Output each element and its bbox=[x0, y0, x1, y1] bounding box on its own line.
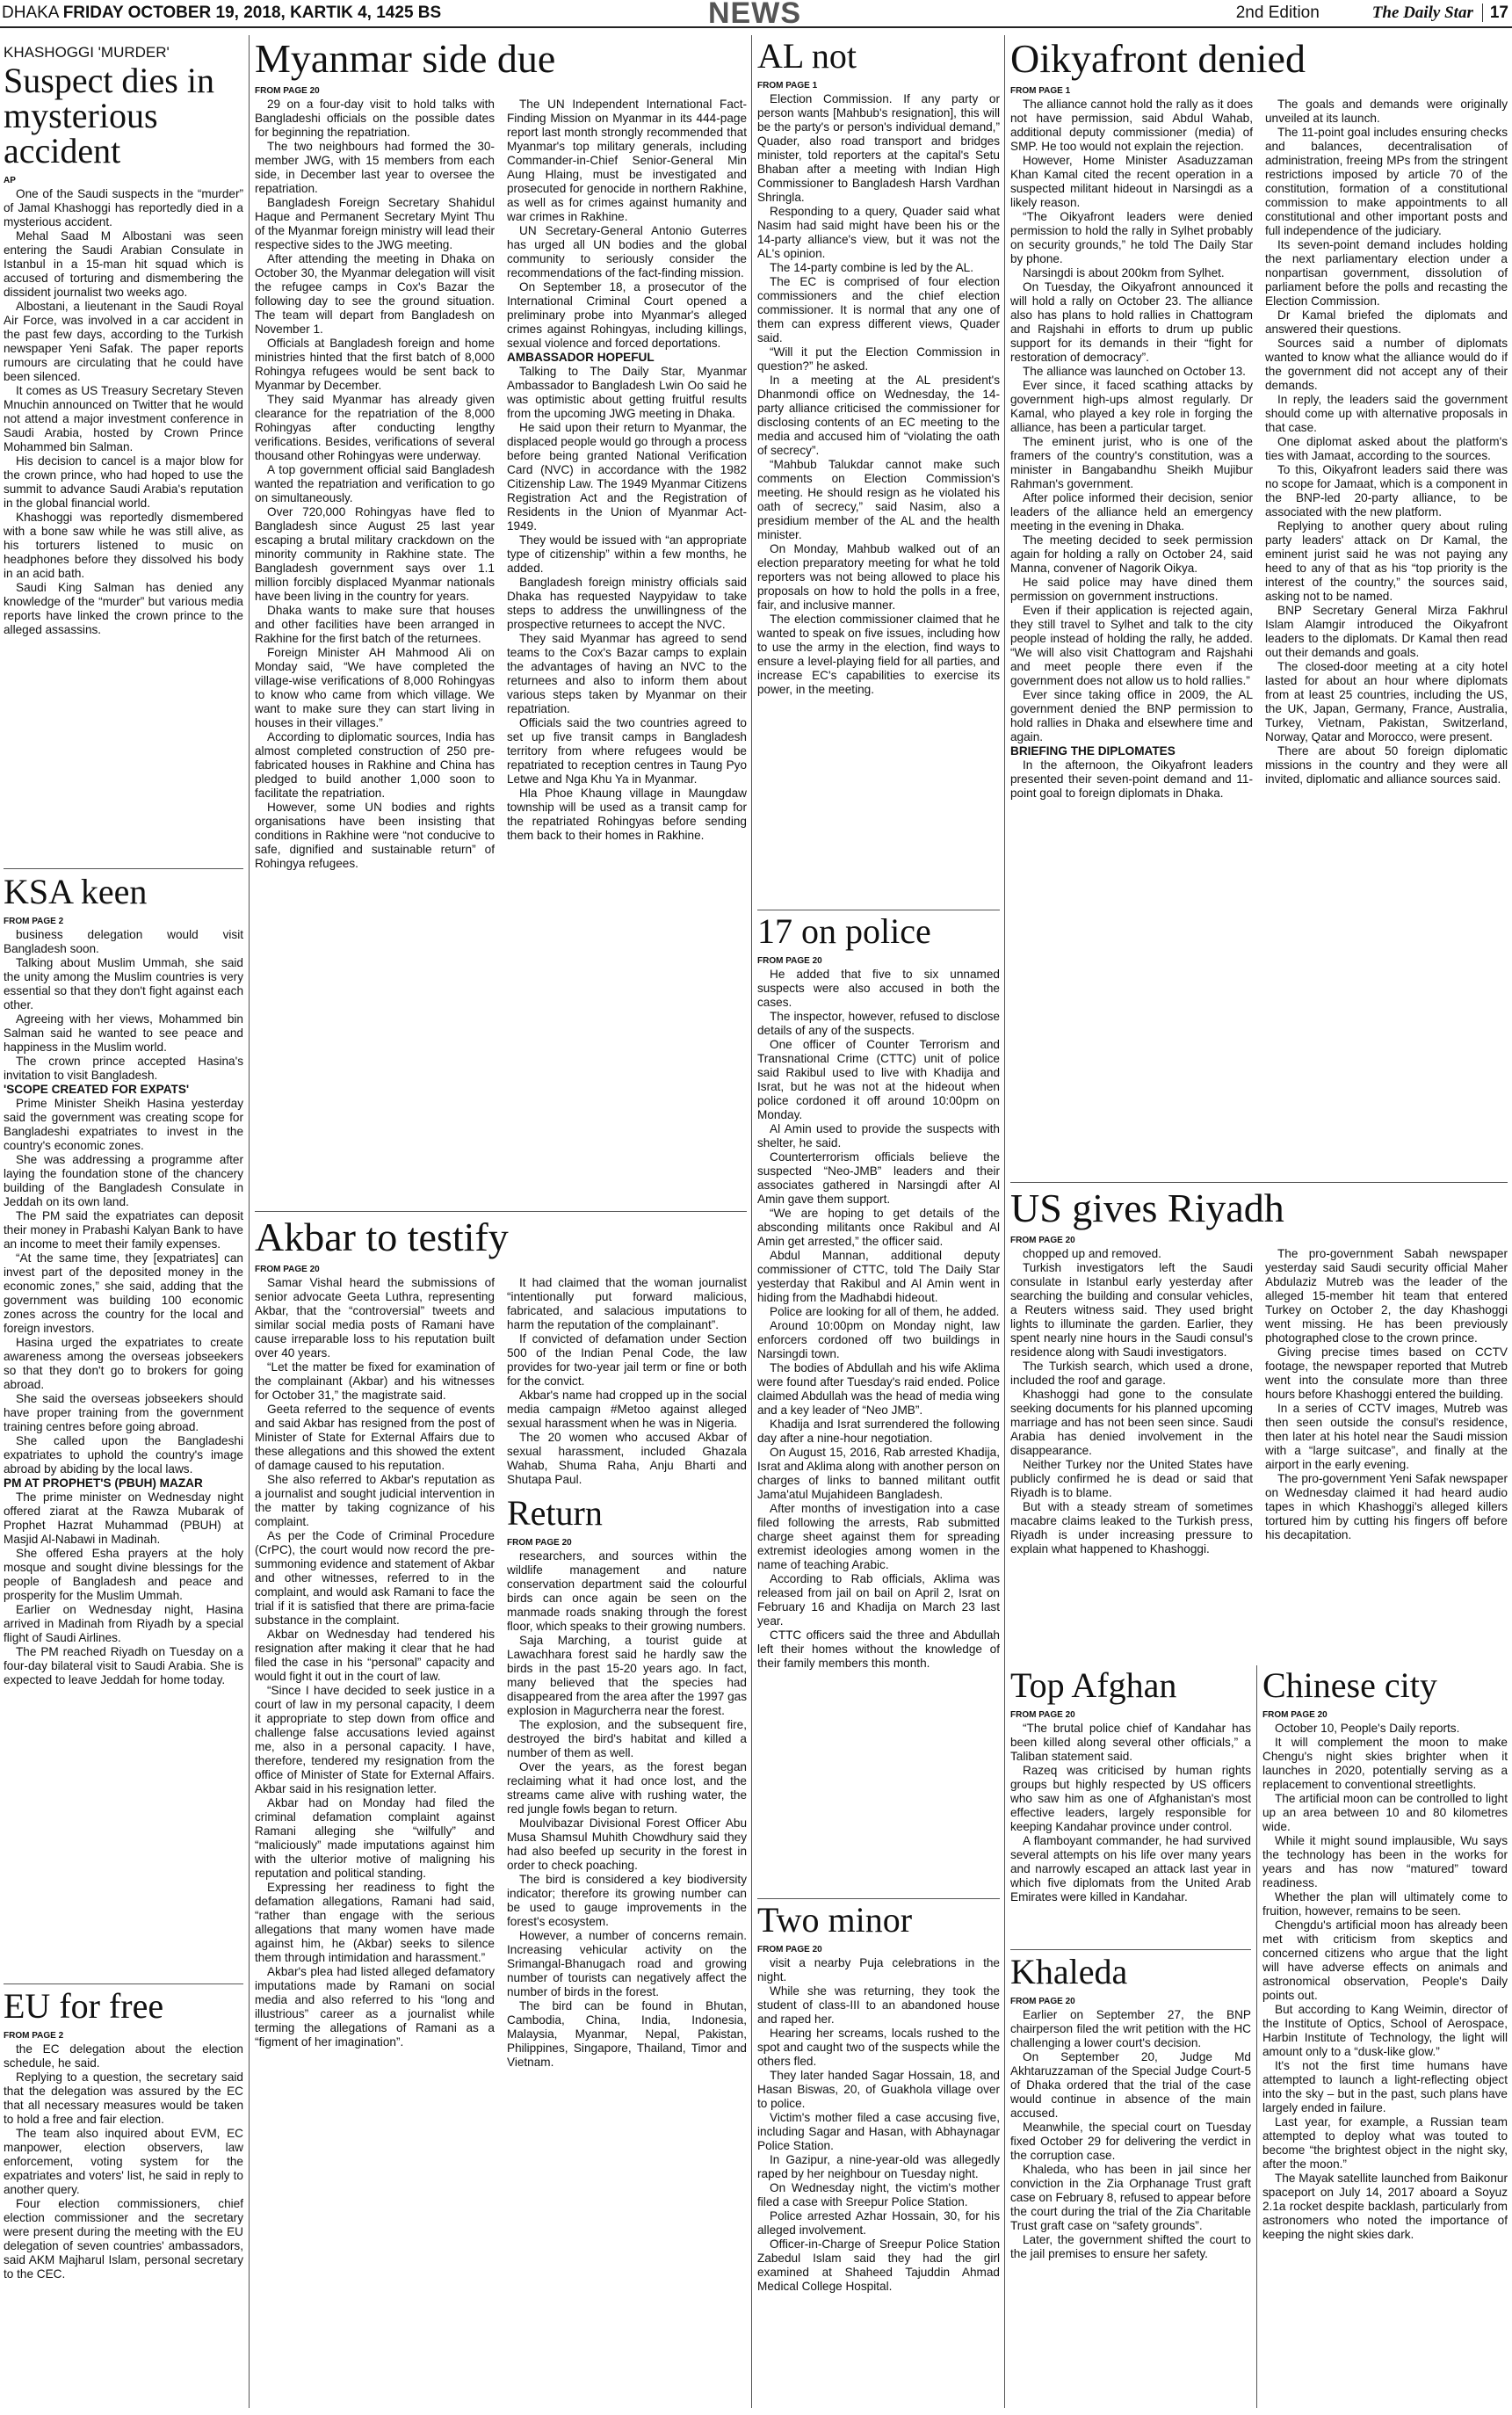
article-paragraph: Bangladesh foreign ministry officials said Dhaka has requested Naypyidaw to take steps to address the unwillingness of the prospective returnees to accept the NVC. bbox=[507, 576, 747, 631]
article-paragraph: business delegation would visit Bangladesh soon. bbox=[4, 928, 243, 955]
akbar-return-columns bbox=[255, 1276, 747, 2070]
article-paragraph: Saudi King Salman has denied any knowledge of the “murder” but various media reports have linked the crown prince to the alleged assassins. bbox=[4, 581, 243, 636]
article-paragraph: The crown prince accepted Hasina's invitation to visit Bangladesh. bbox=[4, 1055, 243, 1082]
article-source: AP bbox=[4, 176, 16, 185]
article-headline: Suspect dies in mysterious accident bbox=[4, 61, 214, 170]
article-paragraph: Earlier on Wednesday night, Hasina arrived in Madinah from Riyadh by a special flight of Saudi Airlines. bbox=[4, 1603, 243, 1644]
article-paragraph: Victim's mother filed a case accusing five, including Sagar and Hasan, with Abhaynagar Police Station. bbox=[757, 2111, 1000, 2152]
article-paragraph: Earlier on September 27, the BNP chairperson filed the writ petition with the HC challenging a lower court's decision. bbox=[1010, 2008, 1251, 2049]
article-paragraph: “We are hoping to get details of the absconding militants once Rakibul and Al Amin get arrested,” the officer said. bbox=[757, 1207, 1000, 1248]
article-paragraph: Hearing her screams, locals rushed to the spot and caught two of the suspects while the others fled. bbox=[757, 2027, 1000, 2068]
article-paragraph: In a series of CCTV images, Mutreb was then seen outside the consul's residence, then later at his hotel near the Saudi mission with a “large suitcase”, and finally at the airport in the early evening. bbox=[1265, 1402, 1508, 1471]
article-paragraph: Later, the government shifted the court to the jail premises to ensure her safety. bbox=[1010, 2233, 1251, 2260]
article-paragraph: It comes as US Treasury Secretary Steven Mnuchin announced on Twitter that he would not attend a major investment conference in Saudi Arabia, hosted by Crown Prince Mohammed bin Salman. bbox=[4, 384, 243, 453]
article-paragraph: The UN Independent International Fact-Finding Mission on Myanmar in its 444-page report last month strongly recommended that Myanmar's top military generals, including Commander-in-Chief Senior-General Min Aung Hlaing, must be investigated and prosecuted for genocide in northern Rakhine, as well as for crimes against humanity and war crimes in Rakhine. bbox=[507, 98, 747, 223]
article-paragraph: Giving precise times based on CCTV footage, the newspaper reported that Mutreb went into the consulate more than three hours before Khashoggi entered the building. bbox=[1265, 1345, 1508, 1401]
article-paragraph: Officials said the two countries agreed to set up five transit camps in Bangladesh territory from where refugees would be repatriated to reception centres in Taung Pyo Letwe and Nga Khu Ya in Myanmar. bbox=[507, 716, 747, 786]
article-source: FROM PAGE 20 bbox=[1010, 1997, 1075, 2006]
article-paragraph: Sources said a number of diplomats wanted to know what the alliance would do if the government did not accept any of their demands. bbox=[1265, 337, 1508, 392]
edition-label: 2nd Edition bbox=[1235, 4, 1320, 22]
article-paragraph: “The brutal police chief of Kandahar has been killed along several other officials,” a Taliban statement said. bbox=[1010, 1722, 1251, 1763]
article-paragraph: However, some UN bodies and rights organisations have been insisting that conditions in Rakhine were “not conducive to safe, dignified and sustainable return” of Rohingya refugees. bbox=[255, 801, 495, 870]
article-paragraph: They would be issued with “an appropriate type of citizenship” within a few months, he added. bbox=[507, 533, 747, 575]
article-paragraph: The PM reached Riyadh on Tuesday on a four-day bilateral visit to Saudi Arabia. She is expected to leave Jeddah for home today. bbox=[4, 1645, 243, 1686]
article-khaleda bbox=[1010, 1954, 1251, 2411]
article-body bbox=[757, 92, 1000, 697]
article-paragraph: Meanwhile, the special court on Tuesday fixed October 29 for delivering the verdict in the corruption case. bbox=[1010, 2121, 1251, 2162]
article-paragraph: Narsingdi is about 200km from Sylhet. bbox=[1023, 266, 1225, 279]
article-body bbox=[1262, 1722, 1508, 2242]
article-body bbox=[255, 98, 747, 871]
article-paragraph: The Mayak satellite launched from Baikonur spaceport on July 14, 2017 aboard a Soyuz 2.1a rocket despite backlash, particularly from astronomers who noted the importance of keeping the night skies dark. bbox=[1262, 2172, 1508, 2241]
article-subhead: BRIEFING THE DIPLOMATES bbox=[1010, 744, 1176, 758]
article-paragraph: researchers, and sources within the wildlife management and nature conservation department said the colourful birds can once again be seen on the manmade roads snaking through the forest floor, which speaks to their growing numbers. bbox=[507, 1549, 747, 1633]
article-paragraph: UN Secretary-General Antonio Guterres has urged all UN bodies and the global community to seriously consider the recommendations of the fact-finding mission. bbox=[507, 224, 747, 279]
article-two-minor bbox=[757, 1903, 1000, 2411]
article-paragraph: “Will it put the Election Commission in question?” he asked. bbox=[757, 345, 1000, 373]
article-source: FROM PAGE 2 bbox=[4, 917, 64, 926]
section-rule bbox=[1010, 1182, 1508, 1183]
article-paragraph: The election commissioner claimed that he wanted to speak on five issues, including how to use the army in the election, find ways to ensure a level-playing field for all parties, and increase EC's capabilities to exercise its power, in the meeting. bbox=[757, 613, 1000, 696]
dateline bbox=[2, 4, 441, 23]
article-source: FROM PAGE 20 bbox=[507, 1538, 572, 1548]
article-paragraph: But with a steady stream of sometimes macabre claims leaked to the Turkish press, Riyadh is under increasing pressure to explain what happened to Khashoggi. bbox=[1010, 1500, 1253, 1556]
article-ksa-keen bbox=[4, 874, 243, 1980]
article-paragraph: October 10, People's Daily reports. bbox=[1275, 1722, 1460, 1735]
article-paragraph: Expressing her readiness to fight the defamation allegations, Ramani had said, “rather than engage with the serious allegations that many women have made against him, he (Akbar) seeks to silence them through intimidation and harassment.” bbox=[255, 1881, 495, 1964]
article-headline: Return bbox=[507, 1493, 603, 1533]
article-body bbox=[1010, 98, 1508, 801]
article-paragraph: Khashoggi was reportedly dismembered with a bone saw while he was still alive, as his torturers listened to music on headphones before they dissolved his body in an acid bath. bbox=[4, 511, 243, 580]
article-paragraph: While it might sound implausible, Wu says the technology has been in the works for years and has now “matured” toward readiness. bbox=[1262, 1834, 1508, 1889]
article-paragraph: Razeq was criticised by human rights groups but highly respected by US officers who saw him as one of Afghanistan's most effective leaders, largely responsible for keeping Kandahar province under control. bbox=[1010, 1764, 1251, 1833]
article-paragraph: The closed-door meeting at a city hotel lasted for about an hour where diplomats from at least 25 countries, including the US, the UK, Japan, Germany, France, Australia, Turkey, Vietnam, Pakistan, Switzerland, Norway, Qatar and Morocco, were present. bbox=[1265, 660, 1508, 743]
article-paragraph: As per the Code of Criminal Procedure (CrPC), the court would now record the pre-summoning evidence and statement of Akbar and other witnesses, referred to in the complaint, and would ask Ramani to face the trial if it is satisfied that there are prima-facie substance in the complaint. bbox=[255, 1529, 495, 1627]
article-paragraph: Officials at Bangladesh foreign and home ministries hinted that the first batch of 8,000 Rohingya refugees would be sent back to Myanmar by December. bbox=[255, 337, 495, 392]
article-body bbox=[507, 1549, 747, 2070]
article-paragraph: The PM said the expatriates can deposit their money in Prabashi Kalyan Bank to have an income to meet their family expenses. bbox=[4, 1209, 243, 1251]
article-body bbox=[4, 928, 243, 1687]
article-body bbox=[1010, 2008, 1251, 2261]
column-rule bbox=[1004, 35, 1005, 2408]
article-paragraph: Moulvibazar Divisional Forest Officer Abu Musa Shamsul Muhith Chowdhury said they had also beefed up security in the forest in order to check poaching. bbox=[507, 1817, 747, 1872]
column-rule bbox=[751, 35, 752, 2408]
article-headline: Akbar to testify bbox=[255, 1217, 509, 1259]
article-paragraph: On Tuesday, the Oikyafront announced it will hold a rally on October 23. The alliance also has plans to hold rallies in Chattogram and Rajshahi in efforts to drum up public support for its demands in their “fight for restoration of democracy”. bbox=[1010, 280, 1253, 364]
article-paragraph: Counterterrorism officials believe the suspected “Neo-JMB” leaders and their associates gathered in Narsingdi after Al Amin gave them support. bbox=[757, 1150, 1000, 1206]
article-source: FROM PAGE 20 bbox=[757, 1945, 822, 1954]
article-paragraph: The bird is considered a key biodiversity indicator; therefore its growing number can be used to gauge improvements in the forest's ecosystem. bbox=[507, 1873, 747, 1928]
article-paragraph: Officer-in-Charge of Sreepur Police Station Zabedul Islam said they had the girl examined at Shaheed Tajuddin Ahmad Medical College Hospital. bbox=[757, 2237, 1000, 2293]
article-source: FROM PAGE 20 bbox=[1010, 1236, 1075, 1245]
article-paragraph: A flamboyant commander, he had survived several attempts on his life over many years and narrowly escaped an attack last year in which five diplomats from the United Arab Emirates were killed in Kandahar. bbox=[1010, 1834, 1251, 1904]
column-rule bbox=[249, 35, 250, 2408]
section-rule bbox=[255, 1211, 747, 1212]
section-rule bbox=[4, 868, 243, 869]
article-paragraph: While she was returning, they took the student of class-III to an abandoned house and raped her. bbox=[757, 1984, 1000, 2026]
article-headline: Chinese city bbox=[1262, 1668, 1437, 1705]
article-paragraph: Neither Turkey nor the United States have publicly confirmed he is dead or said that Riyadh is to blame. bbox=[1010, 1458, 1253, 1499]
article-paragraph: Samar Vishal heard the submissions of senior advocate Geeta Luthra, representing Akbar, that the “controversial” tweets and similar social media posts of Ramani have cause irreparable loss to his reputation built over 40 years. bbox=[255, 1276, 495, 1360]
article-paragraph: In a meeting at the AL president's Dhanmondi office on Wednesday, the 14-party alliance criticised the commissioner for disclosing contents of an EC meeting to the media and accused him of “violating the oath of secrecy”. bbox=[757, 373, 1000, 457]
article-paragraph: Talking about Muslim Ummah, she said the unity among the Muslim countries is very essential so that they don't fight against each other. bbox=[4, 956, 243, 1012]
article-paragraph: She was addressing a programme after laying the foundation stone of the chancery building of the Bangladesh Consulate in Jeddah on its own land. bbox=[4, 1153, 243, 1208]
article-oikyafront-denied bbox=[1010, 39, 1508, 1178]
article-paragraph: But according to Kang Weimin, director of the Institute of Optics, School of Aerospace, Harbin Institute of Technology, the light will amount only to a “dusk-like glow.” bbox=[1262, 2003, 1508, 2058]
article-paragraph: On September 18, a prosecutor of the International Criminal Court opened a preliminary probe into Myanmar's alleged crimes against Rohingyas, including killings, sexual violence and forced deportations. bbox=[507, 280, 747, 350]
article-paragraph: The bird can be found in Bhutan, Cambodia, China, India, Indonesia, Malaysia, Myanmar, Nepal, Pakistan, Philippines, Singapore, Thailand, Timor and Vietnam. bbox=[507, 1999, 747, 2069]
article-paragraph: It had claimed that the woman journalist “intentionally put forward malicious, fabricated, and salacious imputations to harm the reputation of the complainant”. bbox=[507, 1276, 747, 1331]
article-paragraph: A top government official said Bangladesh wanted the repatriation and verification to go on simultaneously. bbox=[255, 463, 495, 504]
article-paragraph: Akbar on Wednesday had tendered his resignation after making it clear that he had filed the case in his “personal” capacity and would fight it out in the court of law. bbox=[255, 1628, 495, 1683]
article-paragraph: The team also inquired about EVM, EC manpower, election observers, law enforcement, voting system for the expatriates and voters' list, he said in reply to another query. bbox=[4, 2127, 243, 2196]
article-paragraph: The eminent jurist, who is one of the framers of the country's constitution, was a minister in Bangabandhu Sheikh Mujibur Rahman's government. bbox=[1010, 435, 1253, 490]
article-body bbox=[4, 2042, 243, 2281]
article-source: FROM PAGE 20 bbox=[757, 956, 822, 966]
article-paragraph: However, a number of concerns remain. Increasing vehicular activity on the Srimangal-Bhanugach road and growing number of tourists can negatively affect the number of birds in the forest. bbox=[507, 1929, 747, 1998]
article-paragraph: The 11-point goal includes ensuring checks and balances, decentralisation of administration, freeing MPs from the stringent restrictions imposed by article 70 of the constitution, formation of a constitutional commission to make appointments to all constitutional and other important posts and full independence of the judiciary. bbox=[1265, 126, 1508, 237]
article-paragraph: The goals and demands were originally unveiled at its launch. bbox=[1265, 98, 1508, 125]
article-paragraph: She offered Esha prayers at the holy mosque and sought divine blessings for the people of Bangladesh and peace and prosperity for the Muslim Ummah. bbox=[4, 1547, 243, 1602]
article-source: FROM PAGE 2 bbox=[4, 2031, 64, 2041]
article-paragraph: Over the years, as the forest began reclaiming what it had once lost, and the streams came alive with rushing water, the red jungle fowls began to return. bbox=[507, 1760, 747, 1816]
article-paragraph: Ever since taking office in 2009, the AL government denied the BNP permission to hold rallies in Dhaka and elsewhere time and again. bbox=[1010, 688, 1253, 743]
article-paragraph: It's not the first time humans have attempted to launch a light-reflecting object into the sky – but in the past, such plans have largely ended in failure. bbox=[1262, 2059, 1508, 2114]
article-body bbox=[1010, 1247, 1508, 1556]
article-paragraph: She said the overseas jobseekers should have proper training from the government training centres before going abroad. bbox=[4, 1392, 243, 1433]
article-paragraph: To this, Oikyafront leaders said there was no scope for Jamaat, which is a component in the BNP-led 20-party alliance, to be associated with the new platform. bbox=[1265, 463, 1508, 519]
article-subhead: PM AT PROPHET'S (PBUH) MAZAR bbox=[4, 1476, 203, 1490]
article-paragraph: Ever since, it faced scathing attacks by government high-ups almost regularly. Dr Kamal, who played a key role in forging the alliance, has been a particular target. bbox=[1010, 379, 1253, 434]
article-paragraph: The bodies of Abdullah and his wife Aklima were found after Tuesday's raid ended. Police claimed Abdullah was the head of media wing and a key leader of “Neo JMB”. bbox=[757, 1361, 1000, 1417]
article-paragraph: “At the same time, they [expatriates] can invest part of the deposited money in the economic zones,” she said, adding that the government was building 100 economic zones across the country for the local and foreign investors. bbox=[4, 1251, 243, 1335]
article-paragraph: The pro-government Yeni Safak newspaper on Wednesday claimed it had heard audio tapes in which Khashoggi's alleged killers tortured him by cutting his fingers off before his decapitation. bbox=[1265, 1472, 1508, 1541]
article-body bbox=[4, 187, 243, 637]
paper-logo: The Daily Star bbox=[1371, 4, 1473, 22]
article-paragraph: According to diplomatic sources, India has almost completed construction of 250 pre-fabricated houses in Rakhine and China has pledged to build another 1,000 soon to facilitate the repatriation. bbox=[255, 730, 495, 800]
article-paragraph: Mehal Saad M Albostani was seen entering the Saudi Arabian Consulate in Istanbul in a 15-man hit squad which is accused of torturing and dismembering the dissident journalist two weeks ago. bbox=[4, 229, 243, 299]
section-rule bbox=[757, 1898, 1000, 1899]
article-paragraph: He added that five to six unnamed suspects were also accused in both the cases. bbox=[757, 968, 1000, 1009]
article-paragraph: His decision to cancel is a major blow for the crown prince, who had hoped to use the summit to advance Saudi Arabia's reputation in the global financial world. bbox=[4, 454, 243, 510]
article-paragraph: The alliance cannot hold the rally as it does not have permission, said Abdul Wahab, additional deputy commissioner (media) of SMP. He too would not explain the rejection. bbox=[1010, 98, 1253, 153]
article-paragraph: Albostani, a lieutenant in the Saudi Royal Air Force, was involved in a car accident in the past few days, according to the Turkish newspaper Yeni Safak. The paper reports rumours are circulating that he could have been silenced. bbox=[4, 300, 243, 383]
article-myanmar-side-due bbox=[255, 39, 747, 1208]
article-paragraph: Around 10:00pm on Monday night, law enforcers cordoned off two buildings in Narsingdi town. bbox=[757, 1319, 1000, 1360]
article-paragraph: The pro-government Sabah newspaper yesterday said Saudi security official Maher Abdulaziz Mutreb was the leader of the alleged 15-member hit team that entered Turkey on October 2, the day Khashoggi went missing. He has been previously photographed close to the crown prince. bbox=[1265, 1247, 1508, 1345]
article-paragraph: visit a nearby Puja celebrations in the night. bbox=[757, 1956, 1000, 1983]
article-al-not bbox=[757, 39, 1000, 907]
article-paragraph: Even if their application is rejected again, they still travel to Sylhet and talk to the city people instead of holding the rally, he added. “We will also visit Chattogram and Rajshahi and meet people there even if the government does not allow us to hold rallies.” bbox=[1010, 604, 1253, 687]
article-paragraph: Khashoggi had gone to the consulate seeking documents for his planned upcoming marriage and has not been seen since. Saudi Arabia has denied involvement in the disappearance. bbox=[1010, 1388, 1253, 1457]
article-headline: AL not bbox=[757, 39, 857, 76]
article-paragraph: “Since I have decided to seek justice in a court of law in my personal capacity, I deem it appropriate to step down from office and challenge false accusations levied against me, also in a personal capacity. I have, therefore, tendered my resignation from the office of Minister of State for External Affairs. Akbar said in his resignation letter. bbox=[255, 1684, 495, 1795]
article-headline: Myanmar side due bbox=[255, 39, 556, 81]
article-paragraph: Hasina urged the expatriates to create awareness among the overseas jobseekers so that they don't go to brokers for going abroad. bbox=[4, 1336, 243, 1391]
article-paragraph: the EC delegation about the election schedule, he said. bbox=[4, 2042, 243, 2070]
article-paragraph: There are about 50 foreign diplomatic missions in the country and they were all invited, diplomatic and alliance sources said. bbox=[1265, 744, 1508, 786]
article-paragraph: 29 on a four-day visit to hold talks with Bangladeshi officials on the possible dates for beginning the repatriation. bbox=[255, 98, 495, 139]
article-paragraph: The EC is comprised of four election commissioners and the chief election commissioner. It is normal that any one of them can express different views, Quader said. bbox=[757, 275, 1000, 344]
article-source: FROM PAGE 1 bbox=[1010, 86, 1071, 96]
article-paragraph: Talking to The Daily Star, Myanmar Ambassador to Bangladesh Lwin Oo said he was optimistic about getting fruitful results from the upcoming JWG meeting in Dhaka. bbox=[507, 365, 747, 420]
article-paragraph: Khadija and Israt surrendered the following day after a nine-hour negotiation. bbox=[757, 1418, 1000, 1445]
article-paragraph: After attending the meeting in Dhaka on October 30, the Myanmar delegation will visit the refugee camps in Cox's Bazar the following day to see the ground situation. The team will depart from Bangladesh on November 1. bbox=[255, 252, 495, 336]
article-body bbox=[757, 968, 1000, 1671]
article-paragraph: She also referred to Akbar's reputation as a journalist and sought judicial intervention in the matter by taking cognizance of his complaint. bbox=[255, 1473, 495, 1528]
header-right bbox=[1236, 4, 1508, 23]
article-paragraph: “Let the matter be fixed for examination of the complainant (Akbar) and his witnesses for October 31,” the magistrate said. bbox=[255, 1360, 495, 1402]
article-paragraph: Foreign Minister AH Mahmood Ali on Monday said, “We have completed the village-wise verifications of 8,000 Rohingyas to know who came from which village. We want to make sure they can start living in houses in their villages.” bbox=[255, 646, 495, 729]
article-paragraph: On August 15, 2016, Rab arrested Khadija, Israt and Aklima along with another person on charges of links to banned militant outfit Jama'atul Mujahideen Bangladesh. bbox=[757, 1446, 1000, 1501]
article-chinese-city bbox=[1262, 1668, 1508, 2411]
article-paragraph: The 20 women who accused Akbar of sexual harassment, included Ghazala Wahab, Shuma Raha, Anju Bharti and Shutapa Paul. bbox=[507, 1431, 747, 1486]
article-paragraph: After police informed their decision, senior leaders of the alliance held an emergency meeting in the evening in Dhaka. bbox=[1010, 491, 1253, 533]
article-paragraph: chopped up and removed. bbox=[1023, 1247, 1161, 1260]
article-headline: Top Afghan bbox=[1010, 1668, 1177, 1705]
article-paragraph: Responding to a query, Quader said what Nasim had said might have been his or the 14-party alliance's view, but it was not the AL's opinion. bbox=[757, 205, 1000, 260]
article-paragraph: Replying to another query about ruling party leaders' attack on Dr Kamal, the eminent jurist said he was not paying any heed to any of that as his “top priority is the interest of the country,” the sources said, asking not to be named. bbox=[1265, 519, 1508, 603]
article-paragraph: Prime Minister Sheikh Hasina yesterday said the government was creating scope for Bangladeshi expatriates to invest in the country's economic zones. bbox=[4, 1097, 243, 1152]
article-paragraph: The meeting decided to seek permission again for holding a rally on October 24, said Manna, convener of Nagorik Oikya. bbox=[1010, 533, 1253, 575]
article-paragraph: Whether the plan will ultimately come to fruition, however, remains to be seen. bbox=[1262, 1890, 1508, 1918]
article-paragraph: Election Commission. If any party or person wants [Mahbub's resignation], this will be the party's or person's individual demand,” Quader, also road transport and bridges minister, told reporters at the capital's Setu Bhaban after a meeting with Indian High Commissioner to Bangladesh Harsh Vardhan Shringla. bbox=[757, 92, 1000, 204]
article-headline: EU for free bbox=[4, 1989, 164, 2026]
dateline-date: FRIDAY OCTOBER 19, 2018, KARTIK 4, 1425 BS bbox=[62, 4, 442, 22]
article-paragraph: The prime minister on Wednesday night offered ziarat at the Rawza Mubarak of Prophet Hazrat Muhammad (PBUH) at Masjid Al-Nabawi in Madinah. bbox=[4, 1490, 243, 1546]
article-headline: 17 on police bbox=[757, 914, 931, 951]
article-17-on-police bbox=[757, 914, 1000, 1895]
article-paragraph: According to Rab officials, Aklima was released from jail on bail on April 2, Israt on February 16 and Khadija on March 23 last year. bbox=[757, 1572, 1000, 1628]
article-paragraph: “The Oikyafront leaders were denied permission to hold the rally in Sylhet probably on security grounds,” he told The Daily Star by phone. bbox=[1010, 210, 1253, 265]
article-paragraph: Khaleda, who has been in jail since her conviction in the Zia Orphanage Trust graft case on February 8, refused to appear before the court during the trial of the Zia Charitable Trust graft case on “safety grounds”. bbox=[1010, 2163, 1251, 2232]
article-headline: Two minor bbox=[757, 1903, 913, 1940]
article-body bbox=[757, 1956, 1000, 2294]
article-paragraph: Dr Kamal briefed the diplomats and answered their questions. bbox=[1265, 308, 1508, 336]
article-paragraph: Chengdu's artificial moon has already been met with criticism from skeptics and concerned citizens who argue that the light will have adverse effects on animals and astronomical observation, People's Daily points out. bbox=[1262, 1918, 1508, 2002]
article-paragraph: The artificial moon can be controlled to light up an area between 10 and 80 kilometres wide. bbox=[1262, 1792, 1508, 1833]
article-paragraph: Over 720,000 Rohingyas have fled to Bangladesh since August 25 last year escaping a brutal military crackdown on the minority community in Rakhine state. The Bangladesh government says over 1.1 million forcibly displaced Myanmar nationals have been living in the country for years. bbox=[255, 505, 495, 603]
article-paragraph: Akbar's plea had listed alleged defamatory imputations made by Ramani on social media and also referred to his “long and illustrious” career as a journalist while terming the allegations of Ramani as a “figment of her imagination”. bbox=[255, 1965, 495, 2049]
article-headline: KSA keen bbox=[4, 874, 148, 911]
article-paragraph: On Wednesday night, the victim's mother filed a case with Sreepur Police Station. bbox=[757, 2181, 1000, 2208]
article-subhead: AMBASSADOR HOPEFUL bbox=[507, 351, 655, 364]
column-rule bbox=[1256, 1665, 1257, 2408]
article-kicker: KHASHOGGI 'MURDER' bbox=[4, 44, 170, 61]
page-number: 17 bbox=[1482, 4, 1508, 22]
article-paragraph: Bangladesh Foreign Secretary Shahidul Haque and Permanent Secretary Myint Thu of the Myanmar foreign ministry will lead their respective sides to the JWG meeting. bbox=[255, 196, 495, 251]
article-source: FROM PAGE 20 bbox=[1262, 1710, 1328, 1720]
article-paragraph: The two neighbours had formed the 30-member JWG, with 15 members from each side, in December last year to oversee the repatriation. bbox=[255, 140, 495, 195]
article-paragraph: Police arrested Azhar Hossain, 30, for his alleged involvement. bbox=[757, 2209, 1000, 2237]
article-paragraph: In the afternoon, the Oikyafront leaders presented their seven-point demand and 11-point goal to foreign diplomats in Dhaka. bbox=[1010, 758, 1253, 800]
article-paragraph: Hla Phoe Khaung village in Maungdaw township will be used as a transit camp for the repatriated Rohingyas before sending them back to their homes in Rakhine. bbox=[507, 787, 747, 842]
article-paragraph: The explosion, and the subsequent fire, destroyed the bird's habitat and killed a number of them as well. bbox=[507, 1718, 747, 1759]
article-paragraph: The inspector, however, refused to disclose details of any of the suspects. bbox=[757, 1010, 1000, 1037]
article-top-afghan bbox=[1010, 1668, 1251, 1946]
article-paragraph: Abdul Mannan, additional deputy commissioner of CTTC, told The Daily Star yesterday that Rakibul and Al Amin went in hiding from the Madhabdi hideout. bbox=[757, 1249, 1000, 1304]
article-paragraph: She called upon the Bangladeshi expatriates to uphold the country's image abroad by abiding by the local laws. bbox=[4, 1434, 243, 1476]
article-headline: Oikyafront denied bbox=[1010, 39, 1306, 81]
article-paragraph: He said upon their return to Myanmar, the displaced people would go through a process before being granted National Verification Card (NVC) in accordance with the 1982 Citizenship Law. The 1949 Myanmar Citizens Registration Act and the Registration of Residents in the Union of Myanmar Act-1949. bbox=[507, 421, 747, 533]
article-source: FROM PAGE 20 bbox=[255, 1265, 320, 1274]
article-paragraph: On Monday, Mahbub walked out of an election preparatory meeting for what he told reporters was not being allowed to place his proposals on how to hold the polls in a free, fair, and inclusive manner. bbox=[757, 542, 1000, 612]
article-paragraph: They said Myanmar has agreed to send teams to the Cox's Bazar camps to explain the advantages of having an NVC to the returnees and also to inform them about various steps taken by Myanmar on their repatriation. bbox=[507, 632, 747, 715]
article-paragraph: BNP Secretary General Mirza Fakhrul Islam Alamgir introduced the Oikyafront leaders to the diplomats. Dr Kamal then read out their demands and goals. bbox=[1265, 604, 1508, 659]
article-paragraph: Police are looking for all of them, he added. bbox=[770, 1305, 1000, 1318]
article-paragraph: Akbar had on Monday had filed the criminal defamation complaint against Ramani alleging she “wilfully” and “maliciously” made imputations against him with the ulterior motive of maligning his reputation and political standing. bbox=[255, 1796, 495, 1880]
article-paragraph: Geeta referred to the sequence of events and said Akbar has resigned from the post of Minister of State for External Affairs due to these allegations and this showed the extent of damage caused to his reputation. bbox=[255, 1403, 495, 1472]
article-paragraph: Saja Marching, a tourist guide at Lawachhara forest said he hardly saw the birds in the past 15-20 years ago. In fact, many believed that the species had disappeared from the area after the 1997 gas explosion in Magurcherra near the forest. bbox=[507, 1634, 747, 1717]
article-headline: Khaleda bbox=[1010, 1954, 1128, 1991]
article-paragraph: However, Home Minister Asaduzzaman Khan Kamal cited the recent operation in a suspected militant hideout in Narsingdi as a likely reason. bbox=[1010, 154, 1253, 209]
article-headline: US gives Riyadh bbox=[1010, 1188, 1284, 1230]
article-khashoggi bbox=[4, 44, 243, 866]
article-paragraph: One of the Saudi suspects in the “murder” of Jamal Khashoggi has reportedly died in a mysterious accident. bbox=[4, 187, 243, 228]
article-paragraph: Four election commissioners, chief election commissioner and the secretary were present during the meeting with the EU delegation of seven countries' ambassadors, said AKM Majharul Islam, personal secretary to the CEC. bbox=[4, 2197, 243, 2281]
article-paragraph: CTTC officers said the three and Abdullah left their homes without the knowledge of their family members this month. bbox=[757, 1628, 1000, 1670]
article-akbar-to-testify bbox=[255, 1217, 747, 2411]
article-paragraph: They later handed Sagar Hossain, 18, and Hasan Biswas, 20, of Guakhola village over to police. bbox=[757, 2069, 1000, 2110]
article-body bbox=[1010, 1722, 1251, 1904]
article-eu-for-free bbox=[4, 1989, 243, 2411]
article-paragraph: The alliance was launched on October 13. bbox=[1023, 365, 1246, 378]
article-paragraph: “Mahbub Talukdar cannot make such comments on Election Commission's meeting. He should resign as he violated his oath of secrecy,” said Nasim, also a presidium member of the AL and the health minister. bbox=[757, 458, 1000, 541]
article-paragraph: It will complement the moon to make Chengu's night skies brighter when it launches in 2020, potentially serving as a replacement to conventional streetlights. bbox=[1262, 1736, 1508, 1791]
article-paragraph: Turkish investigators left the Saudi consulate in Istanbul early yesterday after searching the building and consular vehicles, a Reuters witness said. They used bright lights to illuminate the garden. Earlier, they spent nearly nine hours in the Saudi consul's residence along with Saudi investigators. bbox=[1010, 1261, 1253, 1359]
article-subhead: 'SCOPE CREATED FOR EXPATS' bbox=[4, 1083, 190, 1096]
article-source: FROM PAGE 20 bbox=[1010, 1710, 1075, 1720]
article-paragraph: Dhaka wants to make sure that houses and other facilities have been arranged in Rakhine for the first batch of the returnees. bbox=[255, 604, 495, 645]
dateline-place: DHAKA bbox=[2, 4, 59, 22]
article-paragraph: Agreeing with her views, Mohammed bin Salman said he wanted to see peace and happiness in the Muslim world. bbox=[4, 1012, 243, 1054]
article-paragraph: The Turkish search, which used a drone, included the roof and garage. bbox=[1010, 1360, 1253, 1387]
article-paragraph: The 14-party combine is led by the AL. bbox=[770, 261, 973, 274]
article-paragraph: On September 20, Judge Md Akhtaruzzaman of the Special Judge Court-5 of Dhaka ordered that the trial of the case would continue in absence of the main accused. bbox=[1010, 2050, 1251, 2120]
article-paragraph: Replying to a question, the secretary said that the delegation was assured by the EC that all necessary measures would be taken to hold a free and fair election. bbox=[4, 2071, 243, 2126]
article-paragraph: One diplomat asked about the platform's ties with Jamaat, according to the sources. bbox=[1265, 435, 1508, 462]
article-paragraph: After months of investigation into a case filed following the arrests, Rab submitted charge sheet against them for spreading extremist ideologies among women in the name of teaching Arabic. bbox=[757, 1502, 1000, 1571]
article-paragraph: Its seven-point demand includes holding the next parliamentary election under a nonpartisan government, dissolution of parliament before the polls and recasting the Election Commission. bbox=[1265, 238, 1508, 308]
article-us-gives-riyadh bbox=[1010, 1188, 1508, 1663]
article-paragraph: One officer of Counter Terrorism and Transnational Crime (CTTC) unit of police said Rakibul used to live with Khadija and Israt, but he was not at the hideout when police cordoned it off around 10:00pm on Monday. bbox=[757, 1038, 1000, 1121]
article-source: FROM PAGE 1 bbox=[757, 81, 818, 91]
article-paragraph: He said police may have dined them permission on government instructions. bbox=[1010, 576, 1253, 603]
section-name: NEWS bbox=[708, 0, 801, 30]
article-paragraph: Last year, for example, a Russian team attempted to deploy what was touted to become “the brightest object in the night sky, after the moon.” bbox=[1262, 2115, 1508, 2171]
section-rule bbox=[1010, 1949, 1251, 1950]
article-source: FROM PAGE 20 bbox=[255, 86, 320, 96]
article-paragraph: If convicted of defamation under Section 500 of the Indian Penal Code, the law provides for two-year jail term or fine or both for the convict. bbox=[507, 1332, 747, 1388]
article-return bbox=[507, 1493, 747, 2070]
page-header bbox=[0, 0, 1512, 28]
article-paragraph: Al Amin used to provide the suspects with shelter, he said. bbox=[757, 1122, 1000, 1149]
article-paragraph: Akbar's name had cropped up in the social media campaign #Metoo against alleged sexual harassment when he was in Nigeria. bbox=[507, 1389, 747, 1430]
article-paragraph: They said Myanmar has already given clearance for the repatriation of the 8,000 Rohingyas after conducting lengthy verifications. Besides, verifications of several thousand other Rohingyas were underway. bbox=[255, 393, 495, 462]
section-rule bbox=[4, 1983, 243, 1984]
article-paragraph: In reply, the leaders said the government should come up with alternative proposals in that case. bbox=[1265, 393, 1508, 434]
article-paragraph: In Gazipur, a nine-year-old was allegedly raped by her neighbour on Tuesday night. bbox=[757, 2153, 1000, 2180]
